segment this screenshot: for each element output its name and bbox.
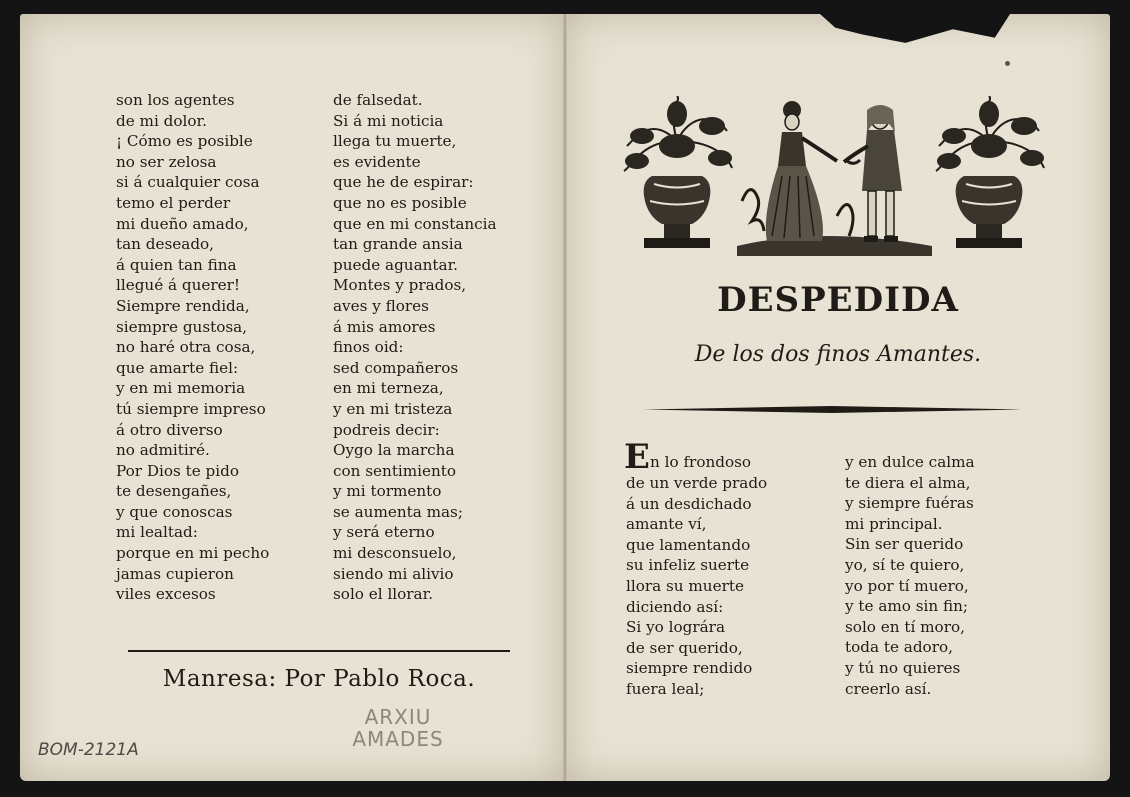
verse-line: y mi tormento	[333, 482, 442, 501]
flower-vase-icon	[624, 96, 732, 248]
verse-line: Si yo lográra	[626, 618, 725, 637]
verse-line: y te amo sin fin;	[845, 597, 969, 616]
shelfmark: BOM-2121A	[38, 740, 139, 760]
verse-line: mi lealtad:	[116, 523, 198, 542]
verse-line: su infeliz suerte	[626, 556, 750, 575]
verse-line: se aumenta mas;	[333, 502, 463, 521]
verse-line: viles excesos	[116, 585, 216, 604]
right-column-1	[626, 473, 767, 700]
flower-vase-icon	[936, 96, 1044, 248]
imprint: Manresa: Por Pablo Roca.	[162, 666, 476, 692]
verse-line: y en mi memoria	[116, 379, 246, 398]
verse-line: mi desconsuelo,	[333, 544, 457, 563]
verse-line: podreis decir:	[333, 420, 440, 439]
verse-line: Si á mi noticia	[333, 111, 444, 130]
verse-line: de falsedat.	[333, 91, 423, 109]
verse-line: á otro diverso	[116, 420, 223, 439]
verse-line: si á cualquier cosa	[116, 173, 260, 192]
verse-line: de un verde prado	[626, 474, 768, 492]
verse-line: yo, sí te quiero,	[845, 555, 965, 574]
verse-line: llora su muerte	[626, 576, 744, 595]
verse-line: que en mi constancia	[333, 214, 497, 233]
verse-line: porque en mi pecho	[116, 544, 270, 563]
verse-line: no ser zelosa	[116, 152, 217, 171]
left-column-2	[333, 90, 497, 605]
verse-line: puede aguantar.	[333, 255, 458, 274]
verse-line: tan grande ansia	[333, 235, 463, 254]
verse-line: creerlo así.	[845, 679, 932, 698]
verse-line: que he de espirar:	[333, 173, 474, 192]
verse-line: aves y flores	[333, 296, 429, 315]
verse-line: siendo mi alivio	[333, 564, 454, 583]
verse-line: á quien tan fina	[116, 255, 237, 274]
verse-line: que lamentando	[626, 535, 751, 554]
verse-line: amante ví,	[626, 515, 707, 534]
verse-line: finos oid:	[333, 338, 404, 357]
subtitle: De los dos finos Amantes.	[694, 342, 982, 367]
verse-line: llega tu muerte,	[333, 132, 457, 151]
verse-line: Siempre rendida,	[116, 296, 250, 315]
verse-line: que amarte fiel:	[116, 358, 239, 377]
verse-line: tan deseado,	[116, 235, 215, 254]
verse-line: te diera el alma,	[845, 473, 971, 492]
verse-line: Montes y prados,	[333, 276, 467, 295]
stamp-line-2: AMADES	[352, 727, 444, 751]
verse-line: tú siempre impreso	[116, 399, 266, 418]
verse-line: fuera leal;	[626, 679, 705, 698]
verse-line: y que conoscas	[116, 502, 233, 521]
right-first-line: n lo frondoso	[650, 453, 752, 471]
verse-line: y tú no quieres	[845, 658, 961, 677]
verse-line: solo en tí moro,	[845, 617, 965, 636]
verse-line: te desengañes,	[116, 482, 232, 501]
verse-line: que no es posible	[333, 193, 467, 212]
couple-woodcut-icon	[737, 101, 932, 256]
verse-line: mi dueño amado,	[116, 214, 249, 233]
verse-line: en mi terneza,	[333, 379, 444, 398]
verse-line: siempre gustosa,	[116, 317, 248, 336]
verse-line: y en mi tristeza	[333, 399, 453, 418]
title: DESPEDIDA	[717, 280, 959, 320]
verse-line: y siempre fuéras	[845, 494, 974, 513]
verse-line: mi principal.	[845, 514, 943, 533]
page-fold	[563, 14, 567, 781]
verse-line: y en dulce calma	[845, 453, 975, 471]
verse-line: son los agentes	[116, 91, 235, 109]
left-column-1	[116, 90, 269, 605]
ink-spot	[1005, 61, 1010, 66]
right-column-2	[845, 452, 975, 699]
verse-line: de ser querido,	[626, 638, 743, 657]
verse-line: de mi dolor.	[116, 111, 207, 130]
verse-line: sed compañeros	[333, 358, 459, 377]
verse-line: diciendo así:	[626, 597, 724, 616]
archive-stamp	[343, 706, 453, 750]
verse-line: no admitiré.	[116, 441, 210, 460]
woodcut-illustration	[622, 96, 1046, 256]
verse-line: Por Dios te pido	[116, 461, 239, 480]
verse-line: toda te adoro,	[845, 638, 953, 657]
stamp-line-1: ARXIU	[364, 705, 432, 729]
verse-line: temo el perder	[116, 193, 231, 212]
verse-line: ¡ Cómo es posible	[116, 132, 253, 151]
verse-line: llegué á querer!	[116, 276, 241, 295]
verse-line: es evidente	[333, 152, 421, 171]
verse-line: yo por tí muero,	[845, 576, 969, 595]
verse-line: no haré otra cosa,	[116, 338, 256, 357]
verse-line: á mis amores	[333, 317, 436, 336]
verse-line: Oygo la marcha	[333, 441, 455, 460]
verse-line: y será eterno	[333, 523, 435, 542]
verse-line: á un desdichado	[626, 494, 752, 513]
verse-line: jamas cupieron	[116, 564, 234, 583]
imprint-rule	[128, 650, 510, 652]
verse-line: siempre rendido	[626, 659, 753, 678]
verse-line: solo el llorar.	[333, 585, 434, 604]
verse-line: Sin ser querido	[845, 535, 964, 554]
verse-line: con sentimiento	[333, 461, 457, 480]
title-rule	[643, 406, 1021, 413]
drop-cap: E	[624, 437, 650, 477]
